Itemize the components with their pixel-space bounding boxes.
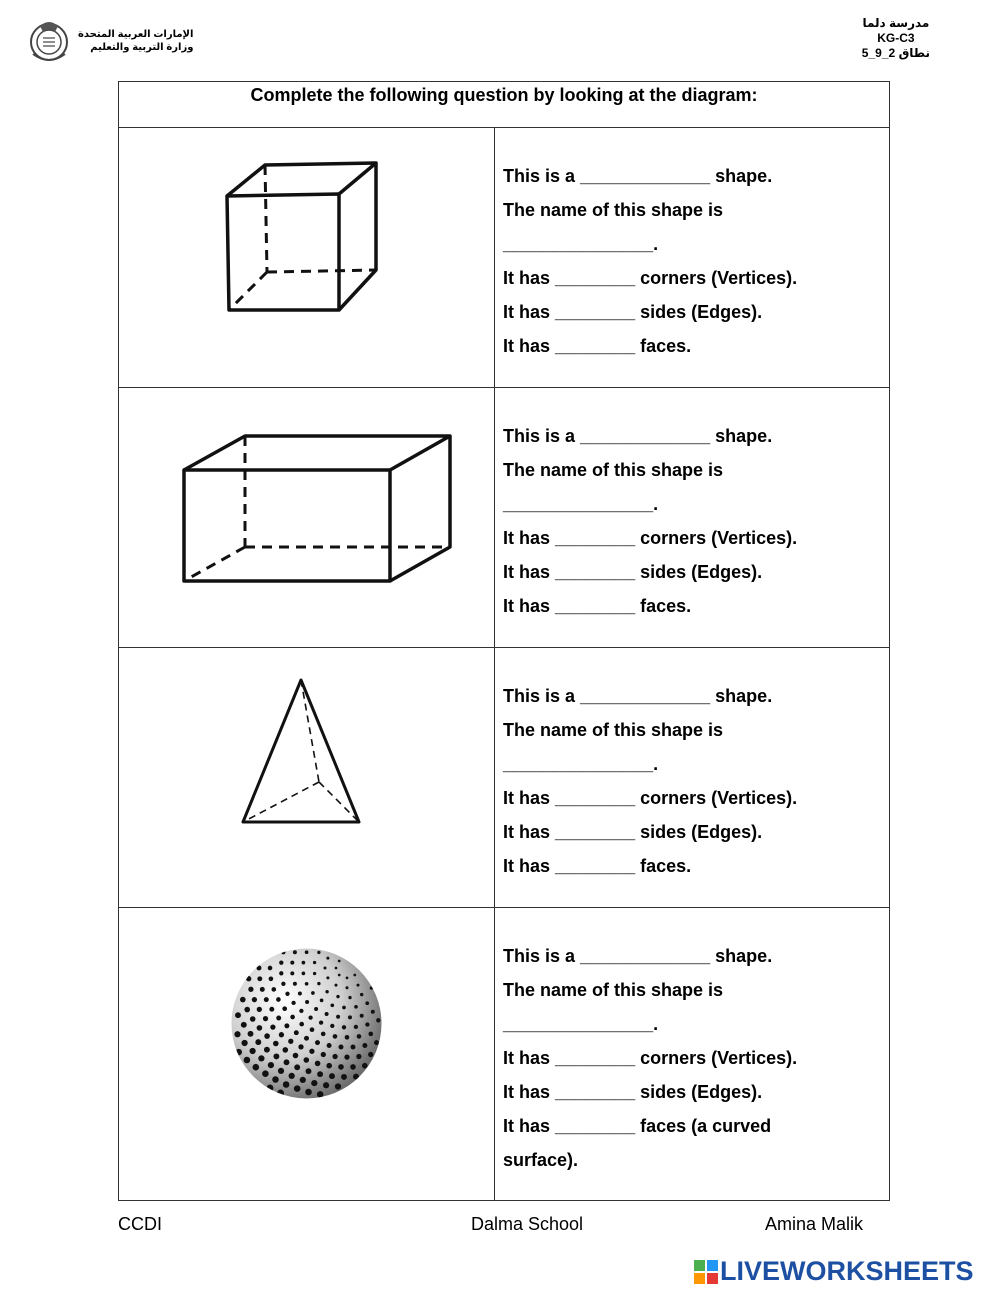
sphere-dot [299,1022,304,1027]
sphere-dot [260,987,265,992]
sphere-dot [302,972,306,976]
sphere-dot [362,1063,368,1069]
sphere-dot [335,967,338,970]
sphere-dot [334,984,337,987]
sphere-dot [326,976,329,979]
sphere-dot [305,950,309,954]
sphere-dot [362,1043,367,1048]
sphere-dot [317,1071,323,1077]
sphere-dot [276,997,281,1002]
question-lines [495,388,797,647]
sphere-dot [291,1001,295,1005]
sphere-dot [357,1034,362,1039]
vertices-question[interactable]: It has ________ corners (Vertices). [503,268,798,288]
sphere-dot [255,1039,261,1045]
sphere-dot [344,1054,349,1059]
sphere-dot [336,1015,340,1019]
sphere-dot [323,1082,329,1088]
sphere-dot [234,1031,240,1037]
sphere-dot [338,1064,344,1070]
sphere-dot [350,1064,356,1070]
sphere-dot [271,987,276,992]
sphere-dot [325,1012,329,1016]
shape-type-question[interactable]: This is a _____________ shape. [503,946,773,966]
question-row-pyramid [119,648,889,908]
sphere-dot [290,961,294,965]
sphere-dot [330,1003,334,1007]
shape-name-question: The name of this shape is [503,720,724,740]
sphere-dot [248,987,253,992]
sphere-dot [326,957,329,960]
sphere-dot [241,1022,247,1028]
question-lines [495,128,797,387]
footer-center: Dalma School [471,1214,584,1234]
shape-picture-cell [119,908,495,1200]
sphere-dot [313,961,316,964]
edges-question[interactable]: It has ________ sides (Edges). [503,1082,763,1102]
sphere-dot [376,1018,380,1022]
sphere-dot [317,951,320,954]
question-lines [495,908,797,1200]
sphere-dot [354,1025,358,1029]
sphere-dot [311,1080,317,1086]
sphere-dot [268,966,273,971]
ministry-header [28,16,193,66]
faces-question[interactable]: It has ________ faces. [503,596,692,616]
shape-name-blank[interactable]: _______________. [503,754,659,774]
sphere-dot [290,971,294,975]
question-row-cube [119,128,889,388]
sphere-dot [248,1031,254,1037]
sphere-dot [257,966,262,971]
sphere-dot [288,1039,293,1044]
faces-question[interactable]: It has ________ faces. [503,856,692,876]
sphere-dot [353,1074,359,1080]
sphere-dot [354,1005,358,1009]
sphere-dot [298,1044,303,1049]
sphere-dot [283,1047,289,1053]
shape-type-question[interactable]: This is a _____________ shape. [503,166,773,186]
edges-question[interactable]: It has ________ sides (Edges). [503,822,763,842]
sphere-dot [253,1064,260,1071]
sphere-dot [309,1049,314,1054]
sphere-dot [325,990,328,993]
sphere-dot [315,1061,321,1067]
question-lines [495,648,797,907]
sphere-dot [264,1033,270,1039]
sphere-dot [310,1027,315,1032]
shape-type-question[interactable]: This is a _____________ shape. [503,426,773,446]
faces-question[interactable]: It has ________ faces. [503,336,692,356]
sphere-dot [240,997,246,1003]
sphere-dot [333,1034,338,1039]
sphere-dot [315,1040,320,1045]
sphere-dot [298,992,302,996]
sphere-dot [323,966,326,969]
sphere-dot [371,1010,375,1014]
sphere-dot [273,1053,279,1059]
sphere-dot [257,976,262,981]
sphere-dot [335,1083,341,1089]
sphere-dot [249,1048,255,1054]
sphere-dot [308,1015,312,1019]
pyramid-icon [239,676,364,828]
sphere-dot [262,1070,269,1077]
sphere-dot [269,976,274,981]
sphere-dot [246,976,251,981]
sphere-dot [281,982,285,986]
sphere-dot [321,1032,326,1037]
sphere-dot [365,1022,369,1026]
cube-icon [219,158,384,318]
sphere-dot [341,1074,347,1080]
sphere-dot [368,1052,373,1057]
zone-code: نطاق 2_9_5 [861,46,930,60]
sphere-dot [360,1014,364,1018]
sphere-dot [276,1016,281,1021]
sphere-dot [270,1024,275,1029]
vertices-question[interactable]: It has ________ corners (Vertices). [503,1048,798,1068]
sphere-dot [300,1077,306,1083]
sphere-dot [284,1059,290,1065]
sphere-dot [351,1045,356,1050]
class-code: KG-C3 [877,31,915,45]
sphere-dot [327,1043,332,1048]
sphere-dot [293,982,297,986]
shape-picture-cell [119,648,495,907]
sphere-dot [370,986,373,989]
sphere-dot [356,1054,361,1059]
sphere-dot [279,961,283,965]
vertices-question[interactable]: It has ________ corners (Vertices). [503,788,798,808]
sphere-dot [272,1076,279,1083]
brand-name: LIVEWORKSHEETS [720,1256,974,1286]
sphere-dot [257,1007,262,1012]
sphere-dot [305,1000,309,1004]
sphere-dot [279,1032,284,1037]
sphere-dot [368,1032,373,1037]
sphere-dot [264,997,269,1002]
sphere-dot [252,997,257,1002]
liveworksheets-blocks-icon [694,1260,718,1284]
sphere-dot [314,1007,318,1011]
sphere-dot [329,1073,335,1079]
sphere-dot [348,996,351,999]
sphere-dot [244,1007,250,1013]
sphere-dot [278,1068,284,1074]
ministry-line-2: وزارة التربية والتعليم [90,42,194,53]
sphere-dot [264,1047,270,1053]
sphere-dot [345,1035,350,1040]
question-row-sphere [119,908,889,1200]
sphere-dot [345,986,348,989]
ministry-line-1: الإمارات العربية المتحدة [78,29,194,40]
sphere-dot [338,974,341,977]
sphere-dot [317,1091,324,1098]
sphere-dot [356,984,359,987]
sphere-dot [319,1020,323,1024]
faces-question-continued: surface). [503,1150,579,1170]
cuboid-icon [181,432,453,587]
shape-name-question: The name of this shape is [503,980,724,1000]
sphere-dot [374,1040,379,1045]
sphere-dot [273,1041,279,1047]
sphere-dot [342,1006,346,1010]
sphere-dot [304,1036,309,1041]
shape-name-blank[interactable]: _______________. [503,234,659,254]
sphere-dot [304,1057,310,1063]
edges-question[interactable]: It has ________ sides (Edges). [503,562,763,582]
sphere-dot [235,1049,242,1056]
edges-question[interactable]: It has ________ sides (Edges). [503,302,763,322]
shape-picture-cell [119,128,495,387]
sphere-dot [244,1057,251,1064]
sphere-dot [241,1040,247,1046]
sphere-dot [293,950,297,954]
sphere-dot [250,1016,256,1022]
sphere-dot [365,1001,369,1005]
sphere-dot [282,1006,287,1011]
sphere-dot [235,1012,241,1018]
sphere-dot [283,1081,290,1088]
faces-question[interactable]: It has ________ faces (a curved [503,1116,772,1136]
sphere-dot [321,1052,326,1057]
sphere-dot [281,950,285,954]
sphere-dot [320,999,324,1003]
shape-name-question: The name of this shape is [503,460,724,480]
school-name-arabic: مدرسة دلما [862,16,930,30]
sphere-dot [305,982,309,986]
sphere-dot [299,1009,303,1013]
sphere-dot [279,971,283,975]
sphere-dot [346,977,349,980]
worksheet-table [118,81,890,1201]
sphere-dot [330,1024,334,1028]
sphere-dot [267,1085,274,1092]
sphere-dot [263,1016,268,1021]
sphere-dot [326,1063,332,1069]
sphere-dot [339,1045,344,1050]
shape-picture-cell [119,388,495,647]
sphere-dot [348,1015,352,1019]
sphere-dot [285,992,289,996]
instruction-heading: Complete the following question by looking at the diagram: [119,82,889,128]
sphere-dot [294,1064,300,1070]
sphere-dot [336,995,339,998]
uae-emblem-icon [28,16,70,66]
sphere-dot [294,1085,301,1092]
footer-left: CCDI [118,1214,162,1234]
sphere-dot [332,1054,337,1059]
sphere-dot [268,1062,274,1068]
shape-name-question: The name of this shape is [503,200,724,220]
sphere-dot [257,1025,263,1031]
sphere-dot [269,1007,274,1012]
vertices-question[interactable]: It has ________ corners (Vertices). [503,528,798,548]
shape-type-question[interactable]: This is a _____________ shape. [503,686,773,706]
shape-name-blank[interactable]: _______________. [503,1014,659,1034]
liveworksheets-logo [694,1256,974,1287]
shape-name-blank[interactable]: _______________. [503,494,659,514]
sphere-dot [289,1073,295,1079]
sphere-dot [290,1015,295,1020]
sphere-dot [353,974,356,977]
sphere-dot [258,1055,264,1061]
school-header [862,16,930,61]
footer-right: Amina Malik [765,1214,864,1234]
sphere-dot [302,961,306,965]
sphere-dot [284,1023,289,1028]
sphere-dot [311,991,315,995]
sphere-dot [294,1030,299,1035]
sphere-icon [229,946,384,1101]
sphere-dot [293,1053,299,1059]
sphere-dot [313,972,316,975]
question-row-cuboid [119,388,889,648]
sphere-dot [342,1025,346,1029]
sphere-dot [360,993,363,996]
sphere-dot [338,960,341,963]
sphere-dot [305,1089,312,1096]
sphere-dot [306,1068,312,1074]
sphere-dot [317,982,320,985]
sphere-dot [277,1090,284,1097]
